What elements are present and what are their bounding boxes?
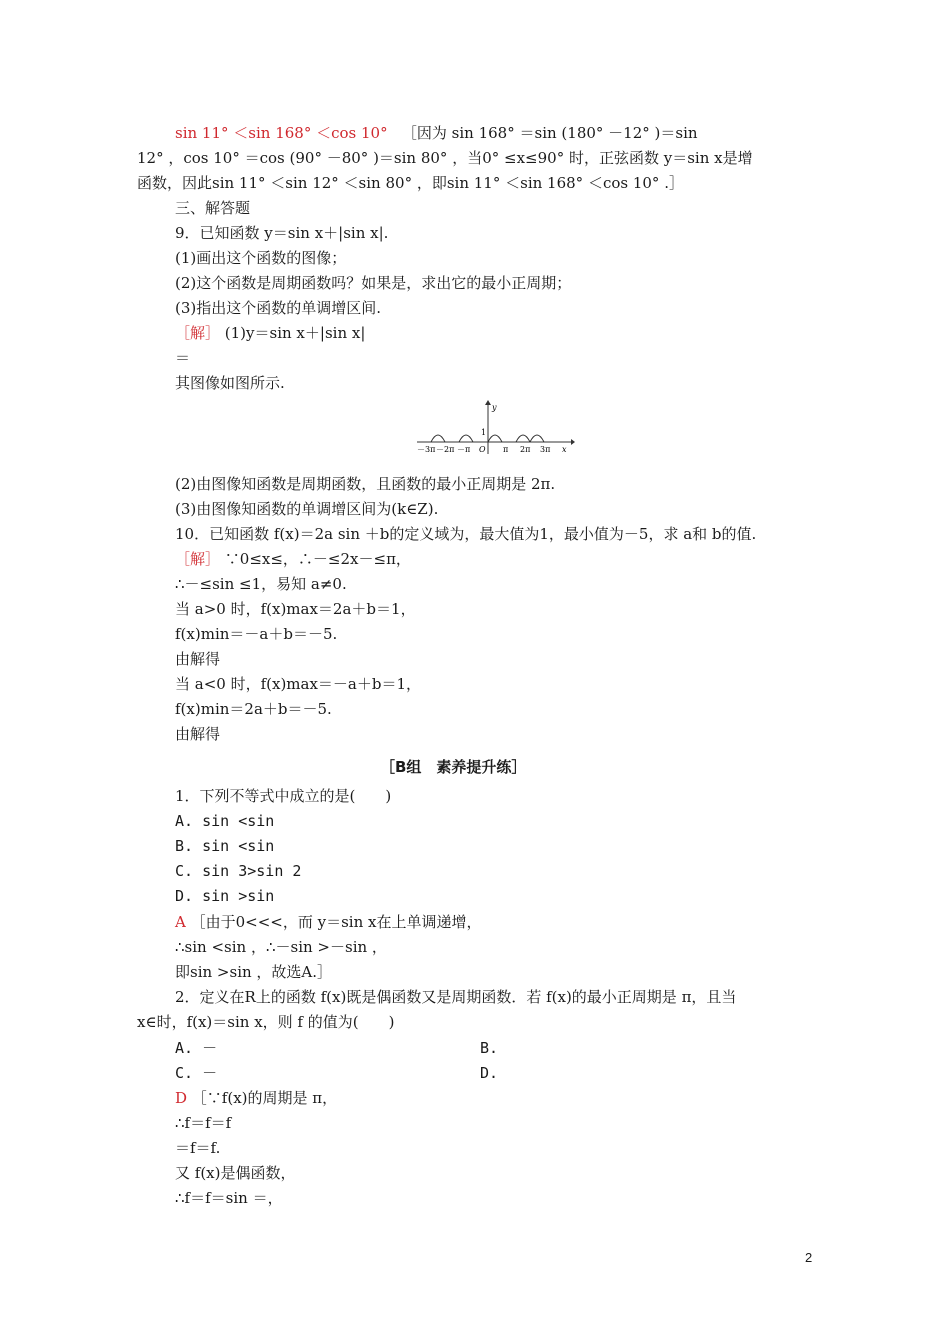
answer-line-3: 函数，因此sin 11° ＜sin 12° ＜sin 80° ，即sin 11° ＜sin 168° ＜cos 10° .］ [137,174,684,192]
question-10: 10．已知函数 f(x)＝2a sin ＋b的定义域为，最大值为1，最小值为－5，求 a和 b的值. [175,525,757,543]
answer-line-1 [175,123,698,143]
answer-red: sin 11° ＜sin 168° ＜cos 10° [175,124,388,142]
page-number: 2 [805,1250,813,1265]
b-q2-answer-line-1 [175,1088,337,1108]
solution-9-part-2: (2)由图像知函数是周期函数，且函数的最小正周期是 2π. [175,475,556,493]
answer-letter: A [175,913,186,931]
graph-arch-3 [488,435,502,442]
solution-9-line-2: ＝ [175,349,191,367]
solution-9-line-1 [175,323,365,343]
tick-label: π [503,445,509,454]
b-q2-option-c: C. － [175,1064,218,1082]
b-q1-option-d: D. sin >sin [175,887,275,905]
y-axis-label: y [492,403,497,412]
solution-text: (1)y＝sin x＋|sin x| [220,324,366,342]
solution-text: ∵0≤x≤，∴－≤2x－≤π， [220,550,411,568]
solution-9-part-3: (3)由图像知函数的单调增区间为(k∈Z). [175,500,439,518]
b-q1-answer-line-3: 即sin >sin ，故选A.］ [175,963,333,981]
solution-9-line-3: 其图像如图所示. [175,374,285,392]
tick-label: －π [457,445,471,454]
b-q2-answer-line-4: 又 f(x)是偶函数， [175,1164,296,1182]
origin-label: O [479,445,486,454]
b-q2-option-d: D. [480,1064,499,1082]
section-heading: 三、解答题 [175,199,251,217]
b-q2-answer-line-3: ＝f＝f. [175,1139,221,1157]
answer-letter: D [175,1089,188,1107]
solution-10-line-5: 由解得 [175,650,221,668]
y-axis-arrow [485,400,491,405]
graph-arch-1 [431,435,445,442]
answer-text: ［由于0<<<，而 y＝sin x在上单调递增， [185,913,482,931]
question-9-part-1: (1)画出这个函数的图像； [175,249,347,267]
b-q1-answer-line-2: ∴sin <sin ，∴－sin >－sin ， [175,938,387,956]
b-question-2: 2．定义在R上的函数 f(x)既是偶函数又是周期函数．若 f(x)的最小正周期是 π，且当 [175,988,737,1006]
graph-arch-4 [516,435,530,442]
function-graph [415,398,575,456]
solution-tag: ［解］ [175,324,221,342]
b-q2-option-b: B. [480,1039,499,1057]
b-q2-answer-line-2: ∴f＝f＝f [175,1114,232,1132]
answer-text: ［因为 sin 168° ＝sin (180° －12° )＝sin [401,124,698,142]
tick-label: 3π [540,445,551,454]
b-q2-answer-line-5: ∴f＝f＝sin ＝， [175,1189,283,1207]
question-9: 9．已知函数 y＝sin x＋|sin x|. [175,224,389,242]
b-q1-option-a: A. sin <sin [175,812,275,830]
tick-label: －2π [436,445,455,454]
solution-10-line-7: f(x)min＝2a＋b＝－5. [175,700,332,718]
solution-10-line-1 [175,549,411,569]
x-axis-label: x [562,445,567,454]
b-question-1: 1．下列不等式中成立的是( ) [175,787,392,805]
tick-label: 2π [520,445,531,454]
b-q1-option-c: C. sin 3>sin 2 [175,862,302,880]
solution-10-line-4: f(x)min＝－a＋b＝－5. [175,625,338,643]
question-9-part-2: (2)这个函数是周期函数吗？如果是，求出它的最小正周期； [175,274,572,292]
answer-line-2: 12° ，cos 10° ＝cos (90° －80° )＝sin 80° ，当0° ≤x≤90° 时，正弦函数 y＝sin x是增 [137,149,753,167]
b-q1-answer-line-1 [175,912,482,932]
solution-tag: ［解］ [175,550,221,568]
b-q2-option-a: A. － [175,1039,218,1057]
unit-label: 1 [481,428,487,437]
tick-label: －3π [417,445,436,454]
solution-10-line-3: 当 a>0 时，f(x)max＝2a＋b＝1， [175,600,416,618]
b-question-2-cont: x∈时，f(x)＝sin x，则 f 的值为( ) [137,1013,395,1031]
group-b-title: ［B组 素养提升练］ [380,758,527,776]
b-q1-option-b: B. sin <sin [175,837,275,855]
solution-10-line-6: 当 a<0 时，f(x)max＝－a＋b＝1， [175,675,422,693]
solution-10-line-8: 由解得 [175,725,221,743]
answer-text: ［∵f(x)的周期是 π， [187,1089,338,1107]
graph-arch-2 [459,435,473,442]
x-axis-arrow [571,439,575,445]
graph-arch-5 [530,435,544,442]
question-9-part-3: (3)指出这个函数的单调增区间. [175,299,382,317]
solution-10-line-2: ∴－≤sin ≤1，易知 a≠0. [175,575,347,593]
